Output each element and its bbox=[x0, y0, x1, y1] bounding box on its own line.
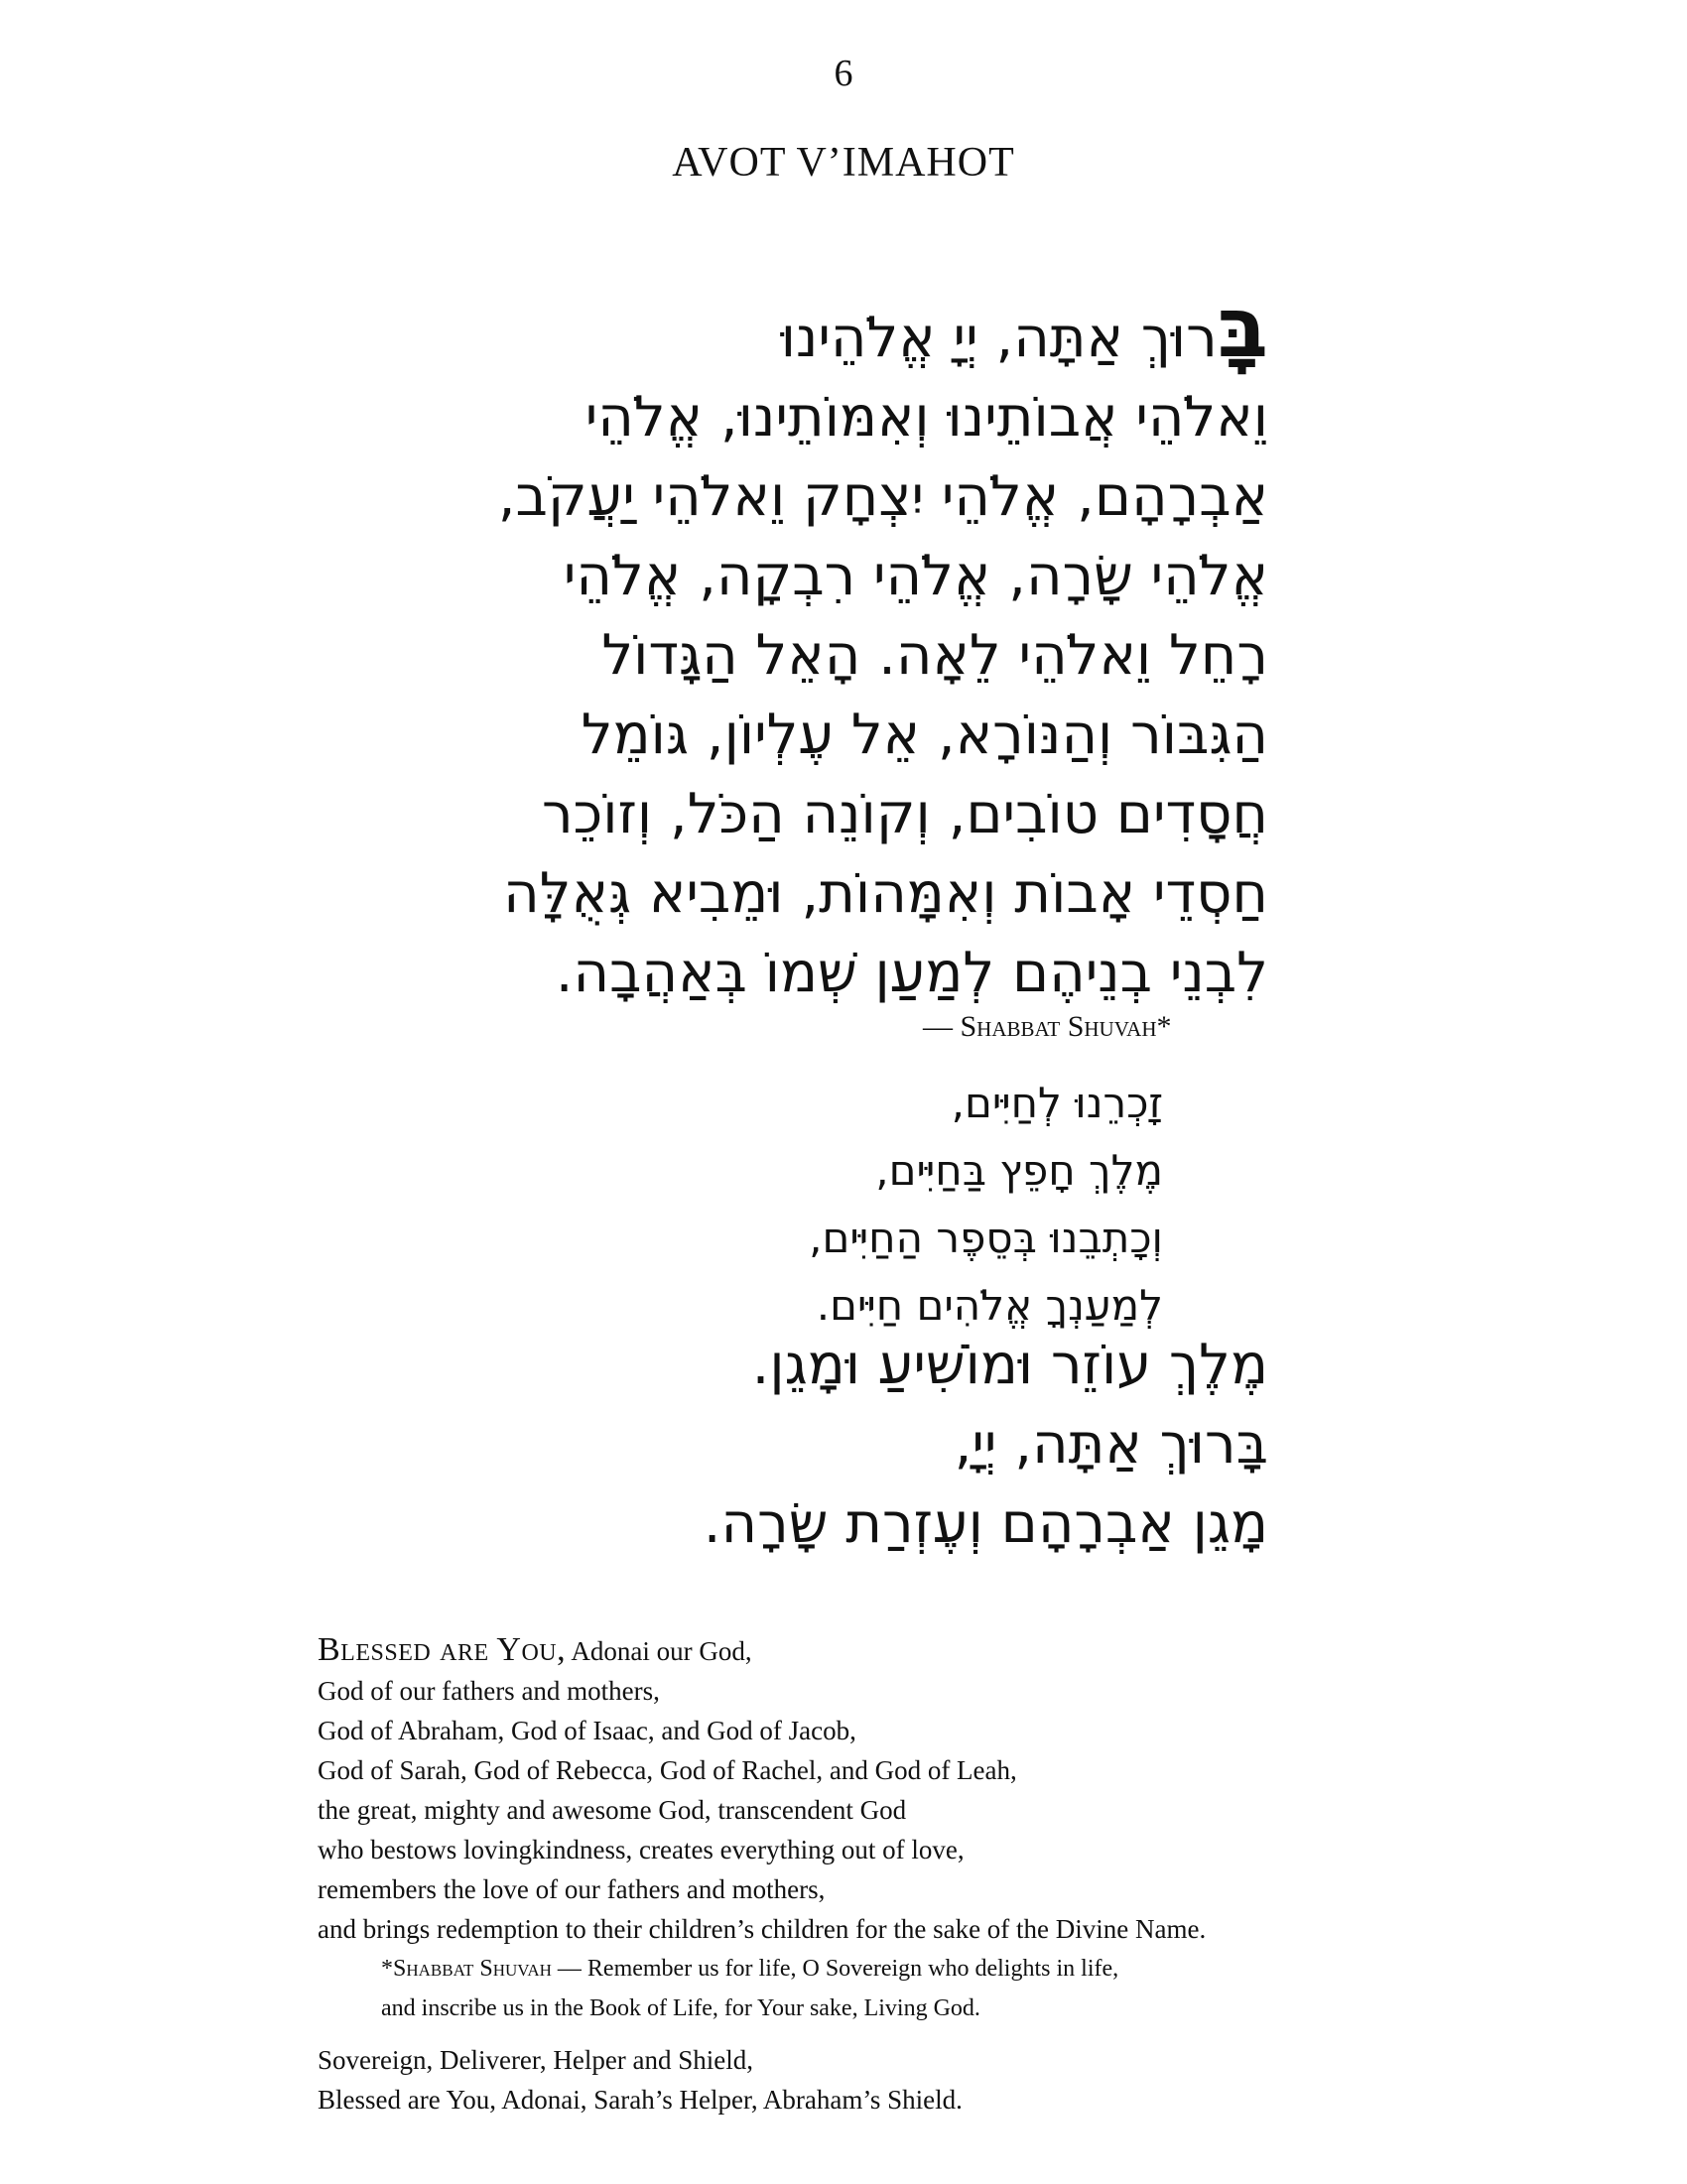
english-line-1-rest: Adonai our God, bbox=[566, 1636, 752, 1666]
shuvah-line-1: זָכְרֵנוּ לְחַיִּים, bbox=[951, 1079, 1163, 1127]
closing-line-3: מָגֵן אַבְרָהָם וְעֶזְרַת שָׂרָה. bbox=[703, 1491, 1268, 1556]
hebrew-line-8: חַסְדֵי אָבוֹת וְאִמָּהוֹת, וּמֵבִיא גְּאֻלָּה bbox=[503, 861, 1268, 926]
english-line-6: who bestows lovingkindness, creates everything out of love, bbox=[318, 1835, 965, 1864]
hebrew-dropcap: בָּ bbox=[1217, 279, 1268, 376]
shuvah-line-3: וְכָתְבֵנוּ בְּסֵפֶר הַחַיִּים, bbox=[809, 1214, 1163, 1262]
hebrew-line-5: רָחֵל וֵאלֹהֵי לֵאָה. הָאֵל הַגָּדוֹל bbox=[601, 623, 1268, 688]
english-line-3: God of Abraham, God of Isaac, and God of Jacob, bbox=[318, 1716, 856, 1745]
english-line-7: remembers the love of our fathers and mothers, bbox=[318, 1874, 826, 1904]
footnote-line-1 bbox=[381, 1949, 1508, 1989]
hebrew-line-3: אַבְרָהָם, אֱלֹהֵי יִצְחָק וֵאלֹהֵי יַעֲקֹב, bbox=[497, 464, 1268, 529]
english-line-2: God of our fathers and mothers, bbox=[318, 1676, 660, 1706]
footnote-line-2: and inscribe us in the Book of Life, for Your sake, Living God. bbox=[381, 1995, 980, 2021]
shuvah-label-text: Shabbat Shuvah bbox=[960, 1010, 1157, 1043]
hebrew-blessing-closing bbox=[375, 1326, 1268, 1564]
page-title: AVOT V’IMAHOT bbox=[672, 140, 1015, 186]
hebrew-line-1 bbox=[375, 279, 1268, 378]
hebrew-blessing-main bbox=[375, 279, 1268, 1013]
footnote-line-1-rest: — Remember us for life, O Sovereign who delights in life, bbox=[551, 1956, 1119, 1982]
shuvah-line-2: מֶלֶךְ חָפֵץ בַּחַיִּים, bbox=[875, 1146, 1163, 1195]
closing-line-1: מֶלֶךְ עוֹזֵר וּמוֹשִׁיעַ וּמָגֵן. bbox=[751, 1333, 1268, 1397]
english-line-4: God of Sarah, God of Rebecca, God of Rachel, and God of Leah, bbox=[318, 1755, 1017, 1785]
shuvah-asterisk: * bbox=[1156, 1010, 1172, 1043]
shuvah-line-4: לְמַעַנְךָ אֱלֹהִים חַיִּים. bbox=[816, 1281, 1163, 1330]
spacer bbox=[318, 2028, 1508, 2040]
english-closing-line-1: Sovereign, Deliverer, Helper and Shield, bbox=[318, 2045, 754, 2075]
english-line-8: and brings redemption to their children’s children for the sake of the Divine Name. bbox=[318, 1914, 1207, 1944]
english-line-5: the great, mighty and awesome God, transcendent God bbox=[318, 1795, 907, 1825]
english-line-1 bbox=[318, 1630, 1508, 1671]
hebrew-shabbat-shuvah-insert bbox=[468, 1070, 1163, 1340]
shuvah-dash: — bbox=[923, 1010, 961, 1043]
closing-line-2: בָּרוּךְ אַתָּה, יְיָ, bbox=[954, 1412, 1268, 1477]
hebrew-line-1-rest: רוּךְ אַתָּה, יְיָ אֱלֹהֵינוּ bbox=[780, 306, 1218, 370]
hebrew-line-4: אֱלֹהֵי שָׂרָה, אֱלֹהֵי רִבְקָה, אֱלֹהֵי bbox=[563, 544, 1268, 608]
hebrew-line-7: חֲסָדִים טוֹבִים, וְקוֹנֵה הַכֹּל, וְזוֹכֵר bbox=[541, 782, 1268, 846]
hebrew-line-9: לִבְנֵי בְנֵיהֶם לְמַעַן שְׁמוֹ בְּאַהֲבָה. bbox=[555, 941, 1268, 1005]
english-translation bbox=[318, 1630, 1508, 2120]
english-closing-line-2: Blessed are You, Adonai, Sarah’s Helper, Abraham’s Shield. bbox=[318, 2085, 963, 2115]
hebrew-line-2: וֵאלֹהֵי אֲבוֹתֵינוּ וְאִמּוֹתֵינוּ, אֱלֹהֵי bbox=[584, 385, 1268, 450]
hebrew-line-6: הַגִּבּוֹר וְהַנּוֹרָא, אֵל עֶלְיוֹן, גּוֹמֵל bbox=[581, 703, 1268, 767]
english-lead-caps: Blessed are You, bbox=[318, 1631, 567, 1668]
footnote-label: *Shabbat Shuvah bbox=[381, 1956, 552, 1982]
shabbat-shuvah-label bbox=[923, 1010, 1172, 1044]
page-number: 6 bbox=[834, 53, 853, 94]
